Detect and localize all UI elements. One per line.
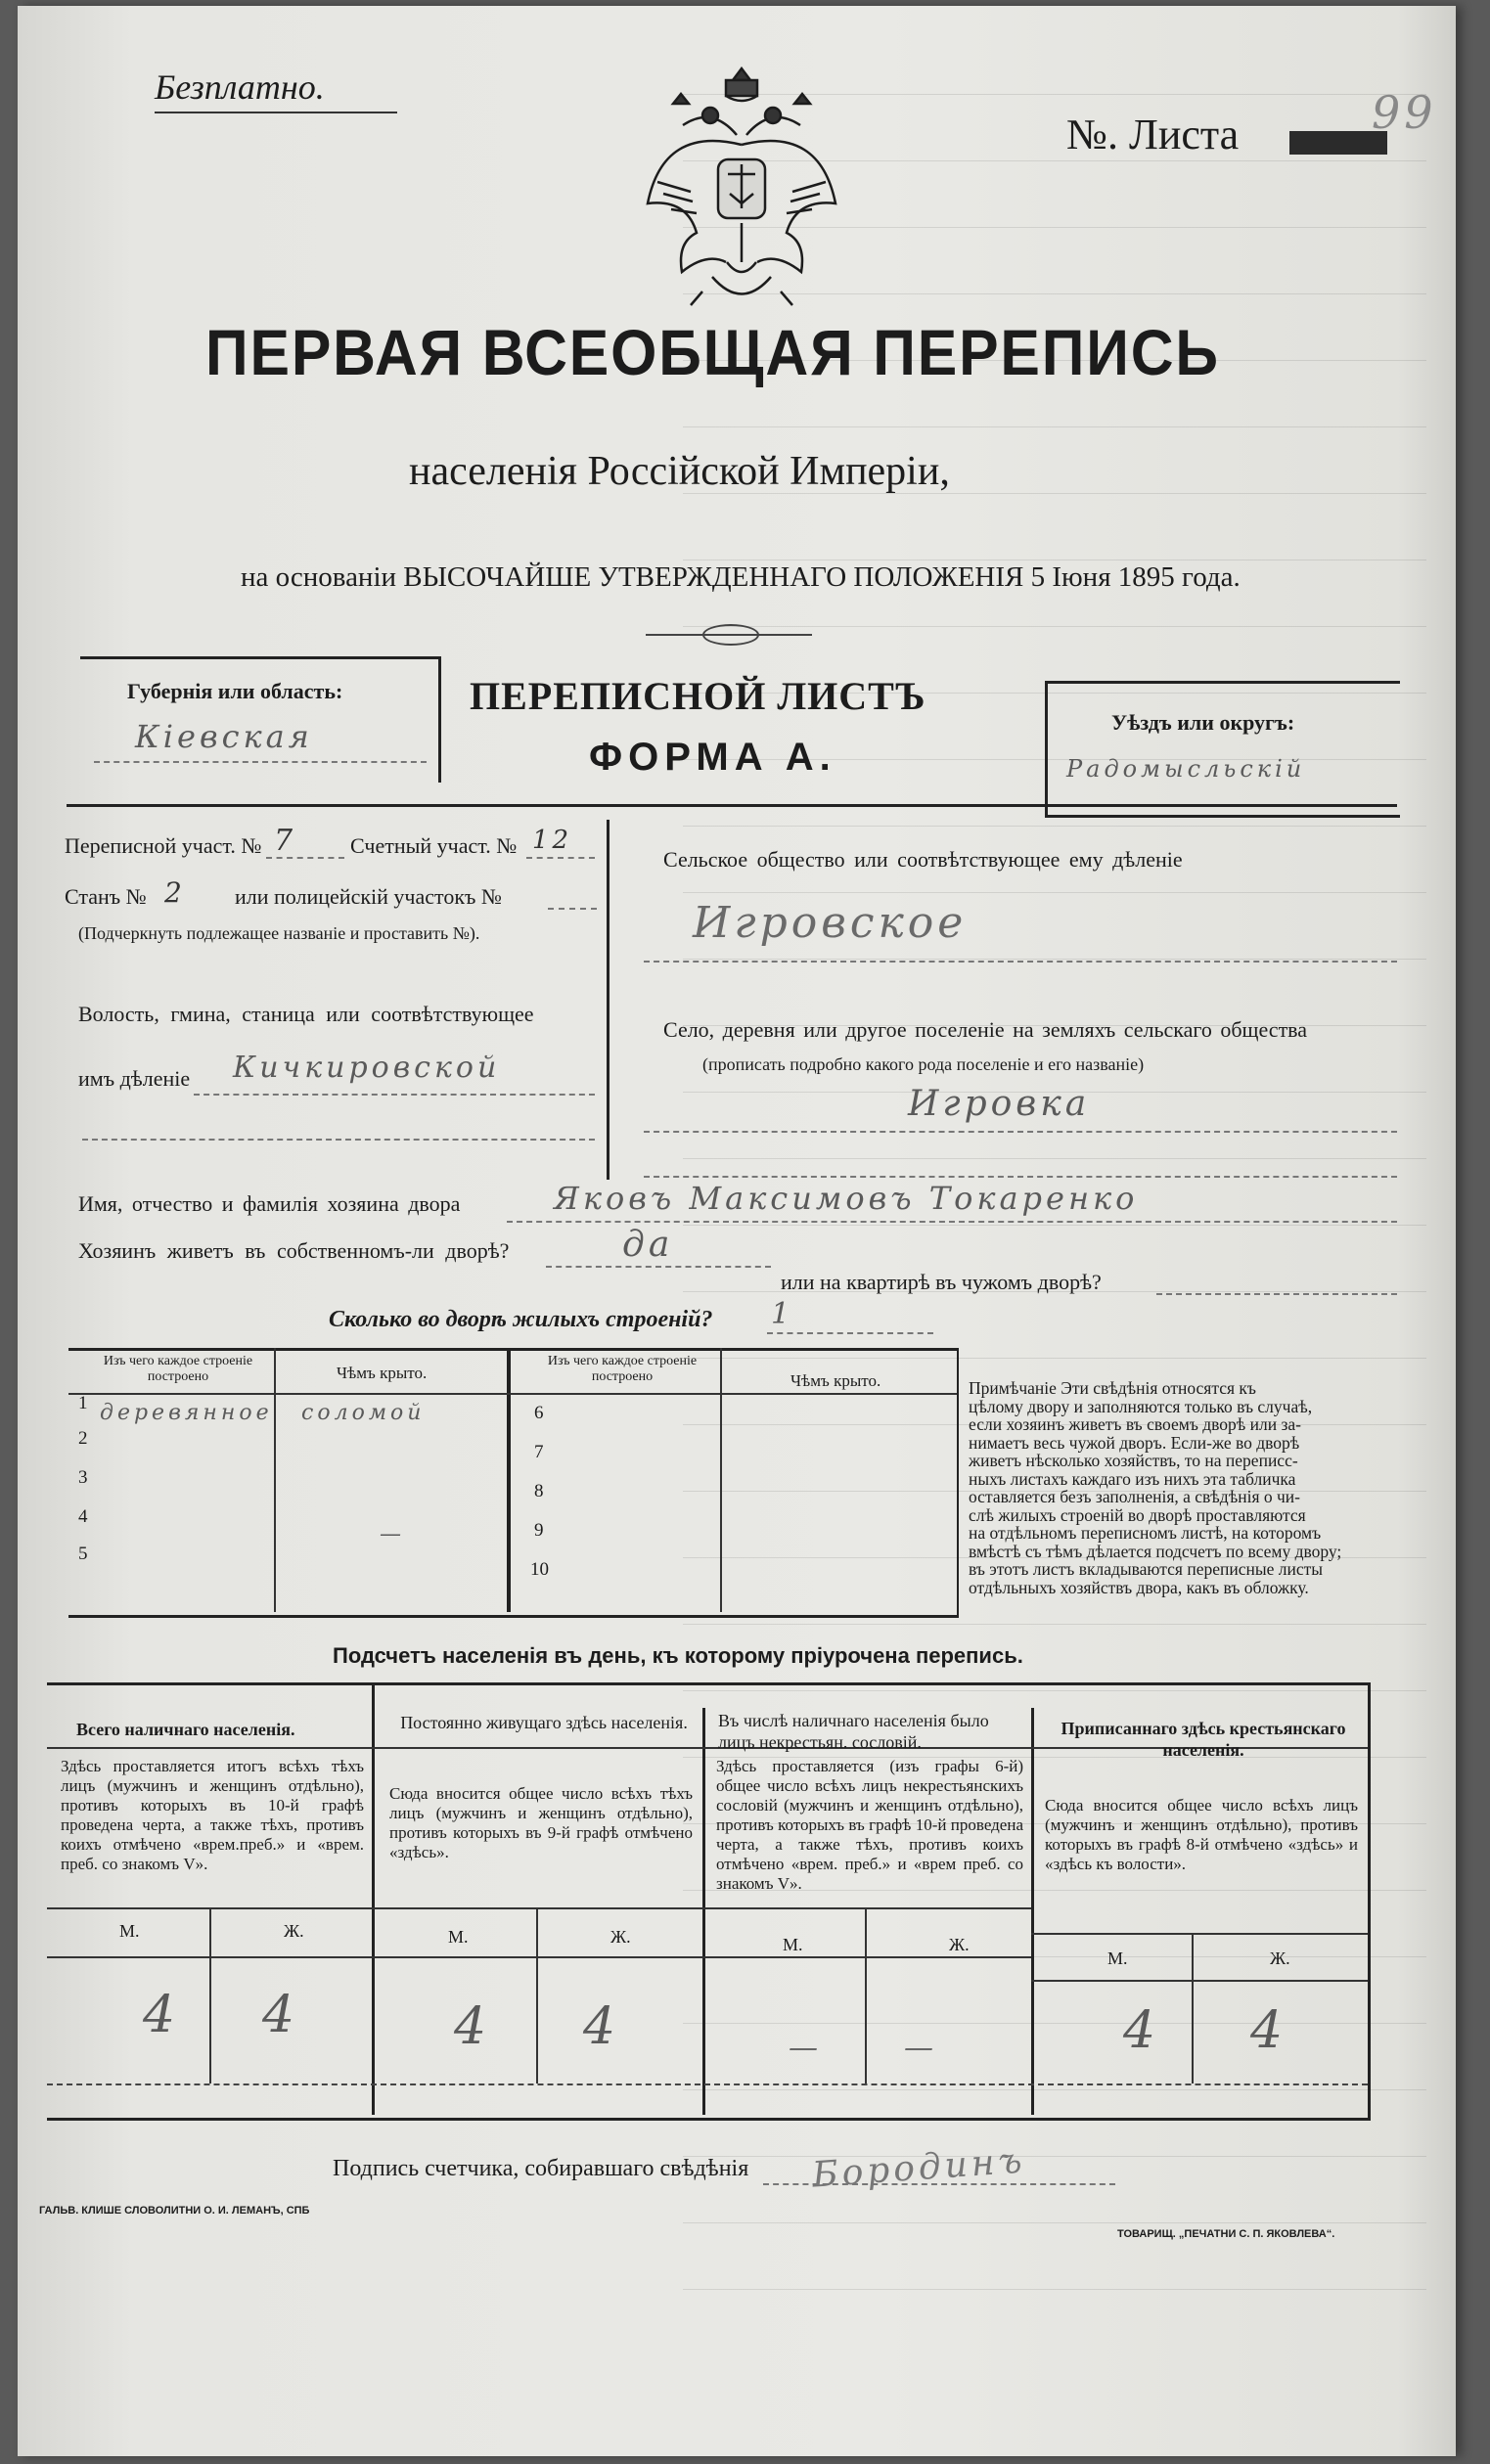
note-line-6: ныхъ листахъ каждаго изъ нихъ эта табличка [969,1468,1296,1489]
village-label: Село, деревня или другое поселеніе на земляхъ сельскаго общества [663,1017,1308,1042]
stan-label: Станъ № [65,884,147,909]
signature-value: Бородинъ [810,2140,1027,2196]
own-yard-line [546,1266,771,1268]
population-heading: Подсчетъ населенія въ день, къ которому пріурочена перепись. [333,1643,1023,1668]
note-line-9: на отдѣльномъ переписномъ листѣ, на которомъ [969,1523,1322,1543]
stan-value: 2 [164,876,186,909]
pop-col3-f-label: Ж. [949,1935,970,1954]
row-num-9: 9 [534,1520,544,1541]
pop-ml-rule-a [47,1907,1031,1909]
pop-sub-2 [536,1907,538,2083]
row-num-2: 2 [78,1428,88,1449]
pop-sep-2 [702,1708,705,2115]
row-num-6: 6 [534,1403,544,1423]
pop-val-rule-b [1031,1980,1368,1982]
row1-roof: соломой [301,1401,426,1425]
owner-name-value: Яковъ Максимовъ Токаренко [554,1180,1139,1217]
village-value: Игровка [908,1084,1091,1124]
buildings-label: Сколько во дворѣ жилыхъ строеній? [329,1307,713,1332]
pop-col3-title: Въ числѣ наличнаго населенія было лицъ некрестьян. сословій. [718,1711,989,1752]
count-district-value: 12 [532,826,573,855]
gubernia-label: Губернія или область: [127,679,343,703]
section-separator [67,804,1397,807]
volost-line-2 [82,1139,595,1141]
census-district-line [266,857,344,859]
census-district-value: 7 [274,824,297,858]
society-value: Игровское [693,898,968,948]
row-num-8: 8 [534,1481,544,1501]
gubernia-line [94,761,427,763]
pop-col1-f-value: 4 [262,1986,295,2044]
pop-col2-f-value: 4 [583,1997,616,2056]
pop-col1-m-value: 4 [143,1986,176,2044]
note-line-10: вмѣстѣ съ тѣмъ дѣлается подсчетъ по всему двору; [969,1541,1342,1561]
pop-col1-title: Всего наличнаго населенія. [76,1720,295,1739]
note-line-5: живетъ нѣсколько хозяйствъ, то на переписс- [969,1451,1298,1470]
row-num-3: 3 [78,1467,88,1488]
own-yard-label: Хозяинъ живетъ въ собственномъ-ли дворѣ? [78,1238,510,1263]
note-line-1: Примѣчаніе Эти свѣдѣнія относятся къ [969,1378,1256,1398]
pop-col4-m-label: М. [1107,1949,1128,1968]
census-district-label: Переписной участ. № [65,833,262,858]
printer-left: ГАЛЬВ. КЛИШЕ СЛОВОЛИТНИ О. И. ЛЕМАНЪ, СПБ [39,2205,310,2217]
form-name-line2: ФОРМА А. [589,736,836,779]
uezd-label: Уѣздъ или округъ: [1111,710,1295,735]
col-material-right: Изъ чего каждое строеніе построено [547,1354,698,1384]
gubernia-value: Кіевская [135,718,313,755]
sheet-number-value: 99 [1372,86,1437,139]
free-label: Безплатно. [155,67,325,107]
rented-label: или на квартирѣ въ чужомъ дворѣ? [781,1270,1102,1294]
count-district-line [526,857,595,859]
pop-sep-3 [1031,1708,1034,2115]
volost-label-2: имъ дѣленіе [78,1066,191,1091]
buildings-col-sep-l [274,1348,276,1612]
note-line-8: слѣ жилыхъ строеній во дворѣ проставляются [969,1504,1306,1525]
imperial-eagle-emblem [644,67,839,311]
form-subtitle: населенія Россійской Имперіи, [409,449,950,494]
pop-sub-4 [1192,1933,1194,2083]
pop-sub-1 [209,1907,211,2083]
note-line-7: оставляется безъ заполненія, а свѣдѣнія о чи- [969,1487,1300,1506]
pop-col2-m-value: 4 [454,1997,487,2056]
count-district-label: Счетный участ. № [350,833,518,858]
own-yard-value: да [622,1225,674,1265]
pop-col1-desc: Здѣсь проставляется итогъ всѣхъ тѣхъ лицъ (мужчинъ и женщинъ отдѣльно), противъ которыхъ въ 10-й графѣ проведена черта, а также тѣхъ, противъ коихъ отмѣчено «врем.преб.» и «врем. преб. со знакомъ V». [61,1757,364,1873]
row-num-5: 5 [78,1544,88,1564]
pop-col4-desc: Сюда вносится общее число всѣхъ лицъ (мужчинъ и женщинъ отдѣльно), противъ которыхъ въ графѣ 8-й отмѣчено «здѣсь» и «здѣсь къ волости». [1045,1796,1358,1873]
legal-basis: на основаніи ВЫСОЧАЙШЕ УТВЕРЖДЕННАГО ПОЛОЖЕНІЯ 5 Іюня 1895 года. [241,561,1241,593]
pop-col2-title: Постоянно живущаго здѣсь населенія. [400,1713,688,1732]
pop-ml-rule-b [1031,1933,1368,1935]
buildings-col-sep-r [720,1348,722,1612]
col-roof-right: Чѣмъ крыто. [790,1371,881,1390]
owner-name-label: Имя, отчество и фамилія хозяина двора [78,1191,461,1216]
village-note: (прописать подробно какого рода поселеніе и его названіе) [702,1054,1145,1074]
pop-total-rule [47,2083,1368,2085]
row-num-1: 1 [78,1393,88,1413]
col-roof-left: Чѣмъ крыто. [337,1364,428,1382]
row1-material: деревянное [100,1401,273,1425]
volost-label-1: Волость, гмина, станица или соотвѣтствующее [78,1002,534,1026]
pop-col3-desc: Здѣсь проставляется (изъ графы 6-й) общее число всѣхъ лицъ некрестьянскихъ сословій (мужчинъ и женщинъ отдѣльно), противъ которыхъ въ графѣ 10-й проведена черта, а также тѣхъ, противъ коихъ отмѣчено «врем. преб.» и «врем преб. со знакомъ V». [716,1757,1023,1893]
buildings-header-rule [68,1393,957,1395]
stan-note: (Подчеркнуть подлежащее названіе и проставить №). [78,923,480,943]
note-line-3: если хозяинъ живетъ въ своемъ дворѣ или за- [969,1414,1302,1434]
pop-col4-f-value: 4 [1250,2001,1284,2060]
printer-right: ТОВАРИЩ. „ПЕЧАТНИ С. П. ЯКОВЛЕВА“. [1117,2228,1335,2240]
free-label-underline [155,112,397,113]
buildings-line [767,1332,933,1334]
buildings-table-mid [507,1348,511,1612]
signature-line [763,2183,1115,2185]
pop-col3-m-label: М. [783,1935,803,1954]
pop-col2-f-label: Ж. [610,1927,631,1947]
village-line-2 [644,1176,1397,1178]
sheet-number-label: №. Листа [1066,111,1240,158]
signature-label: Подпись счетчика, собиравшаго свѣдѣнія [333,2156,749,2181]
rented-line [1156,1293,1397,1295]
census-sheet [18,6,1456,2456]
col-material-left: Изъ чего каждое строеніе построено [103,1354,253,1384]
pop-col3-f-value: — [904,2031,937,2065]
ornament-center [702,624,759,646]
pop-col4-title: Приписаннаго здѣсь крестьянскаго населенія. [1061,1719,1346,1760]
volost-value: Кичкировской [233,1051,501,1085]
row-num-7: 7 [534,1442,544,1462]
note-line-4: нимаетъ весь чужой дворъ. Если-же во дворѣ [969,1432,1300,1453]
owner-name-line [507,1221,1397,1223]
police-line [548,908,597,910]
note-line-11: въ этотъ листъ вкладываются переписные листы [969,1559,1324,1579]
form-title: ПЕРВАЯ ВСЕОБЩАЯ ПЕРЕПИСЬ [205,316,1220,388]
uezd-box [1045,681,1400,818]
buildings-value: 1 [771,1297,794,1331]
row-num-10: 10 [530,1559,549,1580]
pop-col1-m-label: М. [119,1921,140,1941]
pop-col1-f-label: Ж. [284,1921,304,1941]
society-line [644,961,1397,963]
village-line-1 [644,1131,1397,1133]
police-label: или полицейскій участокъ № [235,884,502,909]
form-name-line1: ПЕРЕПИСНОЙ ЛИСТЪ [470,674,926,718]
pop-val-rule-a [47,1956,1031,1958]
uezd-value: Радомысльскій [1066,755,1306,783]
pop-col3-m-value: — [789,2031,822,2065]
volost-line-1 [194,1094,595,1096]
pop-col4-m-value: 4 [1123,2001,1156,2060]
note-line-12: отдѣльныхъ хозяйствъ двора, какъ въ обложку. [969,1577,1309,1597]
note-line-2: цѣлому двору и заполняются только въ случаѣ, [969,1396,1313,1416]
fields-divider [607,820,610,1180]
pop-col2-m-label: М. [448,1927,469,1947]
row-num-4: 4 [78,1506,88,1527]
row4-roof: — [380,1522,405,1546]
pop-col4-f-label: Ж. [1270,1949,1290,1968]
society-label: Сельское общество или соотвѣтствующее ему дѣленіе [663,847,1183,872]
note-block [969,1379,1399,1596]
pop-col2-desc: Сюда вносится общее число всѣхъ тѣхъ лицъ (мужчинъ и женщинъ отдѣльно), противъ которыхъ въ 9-й графѣ отмѣчено «здѣсь». [389,1784,693,1861]
pop-sub-3 [865,1907,867,2083]
